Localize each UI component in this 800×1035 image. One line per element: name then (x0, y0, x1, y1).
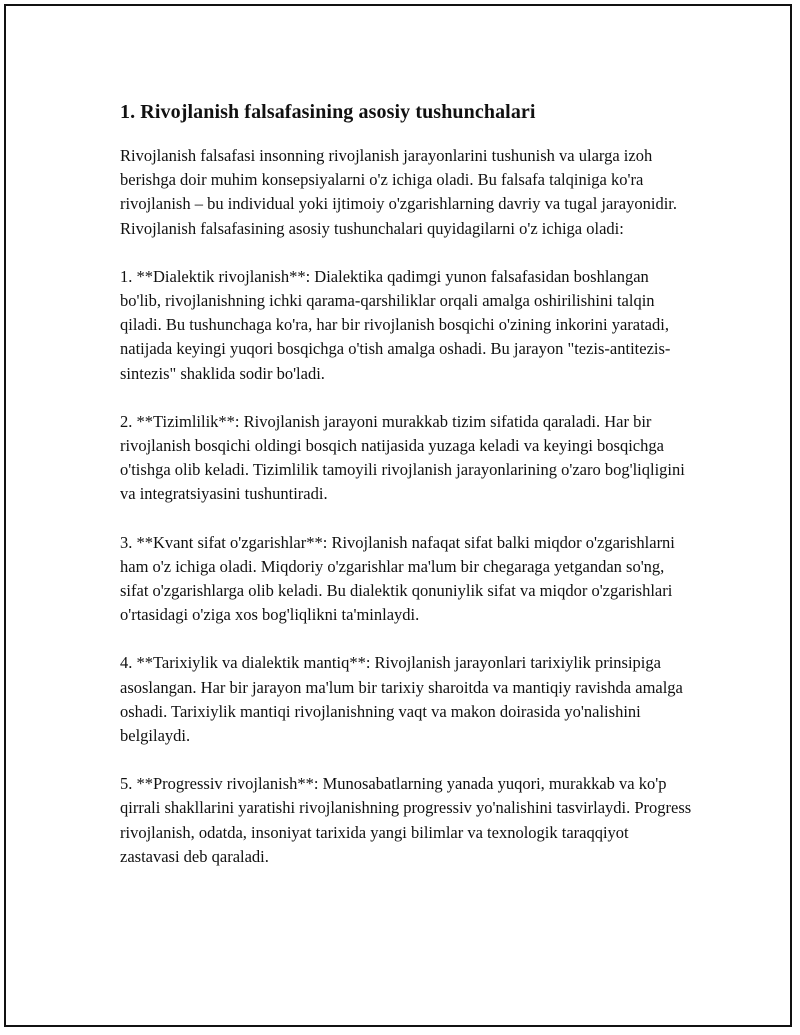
document-page (4, 4, 792, 1027)
paragraph-dialectical-development: 1. **Dialektik rivojlanish**: Dialektika qadimgi yunon falsafasidan boshlangan bo'lib, rivojlanishning ichki qarama-qarshiliklar orqali amalga oshirilishini talqin qiladi. Bu tushunchaga ko'ra, har bir rivojlanish bosqichi o'zining inkorini yaratadi, natijada keyingi yuqori bosqichga o'tish amalga oshadi. Bu jarayon "tezis-antitezis-sintezis" shaklida sodir bo'ladi. (120, 266, 671, 383)
paragraph-historicity-logic: 4. **Tarixiylik va dialektik mantiq**: Rivojlanish jarayonlari tarixiylik prinsipiga asoslangan. Har bir jarayon ma'lum bir tarixiy sharoitda va mantiqiy ravishda amalga oshadi. Tarixiylik mantiqi rivojlanishning vaqt va makon doirasida yo'nalishini belgilaydi. (120, 653, 683, 746)
paragraph-systemicity: 2. **Tizimlilik**: Rivojlanish jarayoni murakkab tizim sifatida qaraladi. Har bir rivojlanish bosqichi oldingi bosqich natijasida yuzaga keladi va keyingi bosqichga o'tishga olib keladi. Tizimlilik tamoyili rivojlanish jarayonlarining o'zaro bog'liqligini va integratsiyasini tushuntiradi. (120, 411, 685, 504)
paragraph-progressive-development: 5. **Progressiv rivojlanish**: Munosabatlarning yanada yuqori, murakkab va ko'p qirrali shakllarini yaratishi rivojlanishning progressiv yo'nalishini tasvirlaydi. Progress rivojlanish, odatda, insoniyat tarixida yangi bilimlar va texnologik taraqqiyot zastavasi deb qaraladi. (120, 774, 692, 866)
intro-paragraph: Rivojlanish falsafasi insonning rivojlanish jarayonlarini tushunish va ularga izoh berishga doir muhim konsepsiyalarni o'z ichiga oladi. Bu falsafa talqiniga ko'ra rivojlanish – bu individual yoki ijtimoiy o'zgarishlarning davriy va tugal jarayonidir. Rivojlanish falsafasining asosiy tushunchalari quyidagilarni o'z ichiga oladi: (120, 146, 678, 238)
section-heading: 1. Rivojlanish falsafasining asosiy tushunchalari (120, 101, 536, 123)
paragraph-quantitative-qualitative-change: 3. **Kvant sifat o'zgarishlar**: Rivojlanish nafaqat sifat balki miqdor o'zgarishlarni ham o'z ichiga oladi. Miqdoriy o'zgarishlar ma'lum bir chegaraga yetgandan so'ng, sifat o'zgarishlarga olib keladi. Bu dialektik qonuniylik sifat va miqdor o'zgarishlari o'rtasidagi o'ziga xos bog'liqlikni ta'minlaydi. (120, 532, 675, 625)
document-content (120, 98, 692, 869)
